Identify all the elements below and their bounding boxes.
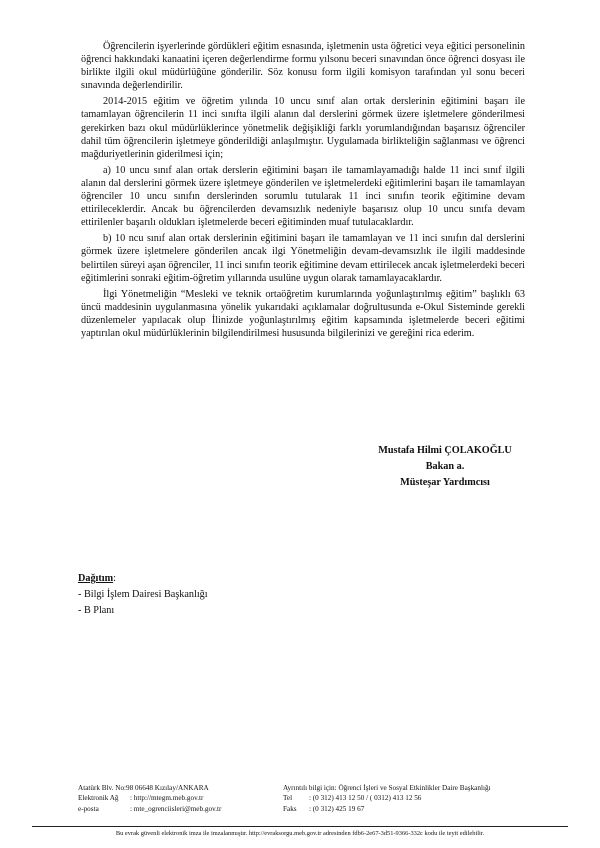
signatory-title: Bakan a. bbox=[425, 461, 465, 472]
footer-email-label: e-posta bbox=[78, 804, 99, 813]
paragraph-evaluation-form: Öğrencilerin işyerlerinde gördükleri eğitim esnasında, işletmenin usta öğretici veya eğitici personelinin öğrenci hakkındaki kanaatini içeren değerlendirme formu yılsonu beceri sınavından önce öğrenci dosyası ile birlikte ilgili okul müdürlüğüne gönderilir. Söz konusu form ilgili komisyon tarafından yıl sonu beceri sınavında değerlendirilir. bbox=[81, 41, 525, 92]
paragraph-item-a: a) 10 uncu sınıf alan ortak derslerin eğitimini başarı ile tamamlayamadığı halde 11 inci sınıf ilgili alanın dal derslerini görmek üzere işletmeye gönderilen ve işletmelerdeki eğitimlerini başarı ile tamamlayan öğrenciler 10 uncu sınıfın derslerinden sorumlu tutularak 11 inci sınıfın teorik eğitimine devam ettirileceklerdir. Ancak bu öğrencilerden devamsızlık nedeniyle başarısız olup 10 uncu sınıfa devam ettirilenler başarılı oldukları işletmelerde beceri eğitiminden muaf tutulacaklardır. bbox=[81, 164, 525, 229]
footer-address: Atatürk Blv. No:98 06648 Kızılay/ANKARA bbox=[78, 784, 209, 792]
footer-tel-value: : (0 312) 413 12 50 / ( 0312) 413 12 56 bbox=[309, 794, 422, 803]
paragraph-closing: İlgi Yönetmeliğin “Mesleki ve teknik ortaöğretim kurumlarında yoğunlaştırılmış eğitim” başlıklı 63 üncü maddesinin uygulanmasına yönelik yukarıdaki açıklamalar doğrultusunda e-Okul Sisteminde gerekli düzenlemeler yapılacak olup İlinizde yoğunlaştırılmış eğitim kapsamında işletmelerde beceri eğitimi yaptırılan okul müdürlüklerinin bilgilendirilmesi hususunda bilgilerinizi ve gereğini rica ederim. bbox=[81, 288, 525, 339]
paragraph-item-b: b) 10 ncu sınıf alan ortak derslerinin eğitimini başarı ile tamamlayan ve 11 inci sınıfın dal derslerini görmek üzere işletmelere gönderilen ancak ilgi Yönetmeliğin devam-devamsızlık ile ilgili maddesinde belirtilen süreyi aşan öğrenciler, 11 inci sınıfın teorik eğitimine devam ettirilecek ancak işletmelerdeki beceri eğitimlerini sonraki eğitim-öğretim yıllarında usulüne uygun olarak tamamlayacaklardır. bbox=[81, 233, 525, 284]
letter-body bbox=[81, 40, 525, 343]
paragraph-2014-2015: 2014-2015 eğitim ve öğretim yılında 10 uncu sınıf alan ortak derslerinin eğitimini başarı ile tamamlayan öğrencilerin 11 inci sınıfta ilgili alanın dal derslerini görmek üzere işletmelere gönderilmesi gerekirken bazı okul müdürlüklerince yönetmelik değişikliği farklı yorumlandığından başarısız öğrenciler dahil tüm öğrencilerin işletmeye gönderildiği anlaşılmıştır. Uygulamada birlikteliğin sağlanması ve öğrenci mağduriyetlerinin giderilmesi için; bbox=[81, 96, 525, 160]
footer-fax-value: : (0 312) 425 19 67 bbox=[309, 804, 365, 813]
distribution-item: - Bilgi İşlem Dairesi Başkanlığı bbox=[78, 589, 208, 600]
footer-tel-label: Tel bbox=[283, 794, 293, 803]
footer-fax-label: Faks bbox=[283, 804, 297, 813]
e-signature-verification-note: Bu evrak güvenli elektronik imza ile imzalanmıştır. http://evraksorgu.meb.gov.tr adresinden fdb6-2e67-3d51-9366-332c kodu ile teyit edilebilir. bbox=[32, 826, 568, 838]
signatory-position: Müsteşar Yardımcısı bbox=[400, 477, 490, 488]
footer-email-link[interactable]: : mte_ogrenciisleri@meb.gov.tr bbox=[130, 804, 222, 813]
footer-web-label: Elektronik Ağ bbox=[78, 794, 119, 803]
letterhead-footer bbox=[78, 783, 538, 814]
footer-web-link[interactable]: : http://mtegm.meb.gov.tr bbox=[130, 794, 204, 803]
distribution-item: - B Planı bbox=[78, 605, 115, 616]
signatory-name: Mustafa Hilmi ÇOLAKOĞLU bbox=[378, 445, 512, 456]
distribution-title: Dağıtım bbox=[78, 573, 114, 584]
distribution-colon: : bbox=[113, 573, 116, 584]
signature-block bbox=[360, 443, 530, 491]
footer-detail-info: Ayrıntılı bilgi için: Öğrenci İşleri ve Sosyal Etkinlikler Daire Başkanlığı bbox=[283, 784, 491, 792]
distribution-list bbox=[78, 571, 378, 619]
